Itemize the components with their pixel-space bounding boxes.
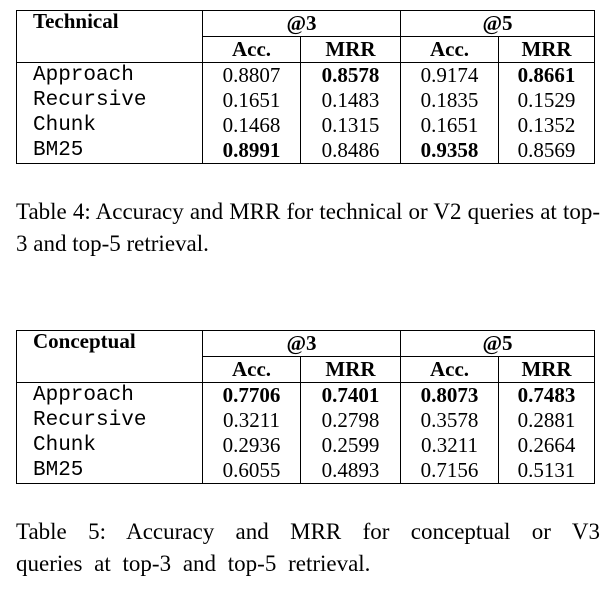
- table-row: [17, 433, 595, 458]
- value-cell: 0.8486: [301, 138, 401, 164]
- table-corner-label: Conceptual: [17, 331, 203, 383]
- method-name: Approach: [17, 383, 203, 409]
- value-cell: 0.1352: [499, 113, 595, 138]
- value-cell: 0.7156: [401, 458, 499, 484]
- table-row: [17, 458, 595, 484]
- value-cell: 0.1651: [401, 113, 499, 138]
- table-row: [17, 63, 595, 89]
- table-row: [17, 138, 595, 164]
- value-cell: 0.8661: [499, 63, 595, 89]
- value-cell: 0.4893: [301, 458, 401, 484]
- group-header-at5: @5: [401, 331, 595, 357]
- table-row: [17, 113, 595, 138]
- table-5-caption: Table 5: Accuracy and MRR for conceptual or V3 queries at top-3 and top-5 retrieval.: [16, 519, 600, 576]
- value-cell: 0.8569: [499, 138, 595, 164]
- value-cell: 0.3211: [203, 408, 301, 433]
- subheader-cell: MRR: [301, 37, 401, 63]
- value-cell: 0.9174: [401, 63, 499, 89]
- method-name: Recursive: [17, 408, 203, 433]
- subheader-cell: MRR: [499, 357, 595, 383]
- value-cell: 0.5131: [499, 458, 595, 484]
- value-cell: 0.1315: [301, 113, 401, 138]
- method-name: BM25: [17, 138, 203, 164]
- value-cell: 0.1483: [301, 88, 401, 113]
- value-cell: 0.2881: [499, 408, 595, 433]
- value-cell: 0.2664: [499, 433, 595, 458]
- value-cell: 0.1835: [401, 88, 499, 113]
- table-5: [16, 330, 595, 484]
- method-name: Chunk: [17, 113, 203, 138]
- table-4: [16, 10, 595, 164]
- group-header-at5: @5: [401, 11, 595, 37]
- value-cell: 0.8073: [401, 383, 499, 409]
- value-cell: 0.7706: [203, 383, 301, 409]
- method-name: Approach: [17, 63, 203, 89]
- value-cell: 0.7483: [499, 383, 595, 409]
- subheader-cell: Acc.: [203, 357, 301, 383]
- value-cell: 0.2798: [301, 408, 401, 433]
- method-name: Recursive: [17, 88, 203, 113]
- subheader-cell: Acc.: [401, 37, 499, 63]
- subheader-cell: Acc.: [401, 357, 499, 383]
- subheader-cell: MRR: [499, 37, 595, 63]
- group-header-at3: @3: [203, 11, 401, 37]
- method-name: Chunk: [17, 433, 203, 458]
- value-cell: 0.2599: [301, 433, 401, 458]
- subheader-cell: MRR: [301, 357, 401, 383]
- value-cell: 0.2936: [203, 433, 301, 458]
- table-row: [17, 408, 595, 433]
- subheader-cell: Acc.: [203, 37, 301, 63]
- value-cell: 0.6055: [203, 458, 301, 484]
- group-header-at3: @3: [203, 331, 401, 357]
- value-cell: 0.9358: [401, 138, 499, 164]
- value-cell: 0.1468: [203, 113, 301, 138]
- value-cell: 0.7401: [301, 383, 401, 409]
- value-cell: 0.8807: [203, 63, 301, 89]
- method-name: BM25: [17, 458, 203, 484]
- value-cell: 0.3578: [401, 408, 499, 433]
- table-row: [17, 88, 595, 113]
- table-corner-label: Technical: [17, 11, 203, 63]
- value-cell: 0.1651: [203, 88, 301, 113]
- value-cell: 0.8578: [301, 63, 401, 89]
- value-cell: 0.1529: [499, 88, 595, 113]
- value-cell: 0.3211: [401, 433, 499, 458]
- table-4-caption: Table 4: Accuracy and MRR for technical or V2 queries at top-3 and top-5 retrieval.: [16, 199, 600, 256]
- value-cell: 0.8991: [203, 138, 301, 164]
- table-row: [17, 383, 595, 409]
